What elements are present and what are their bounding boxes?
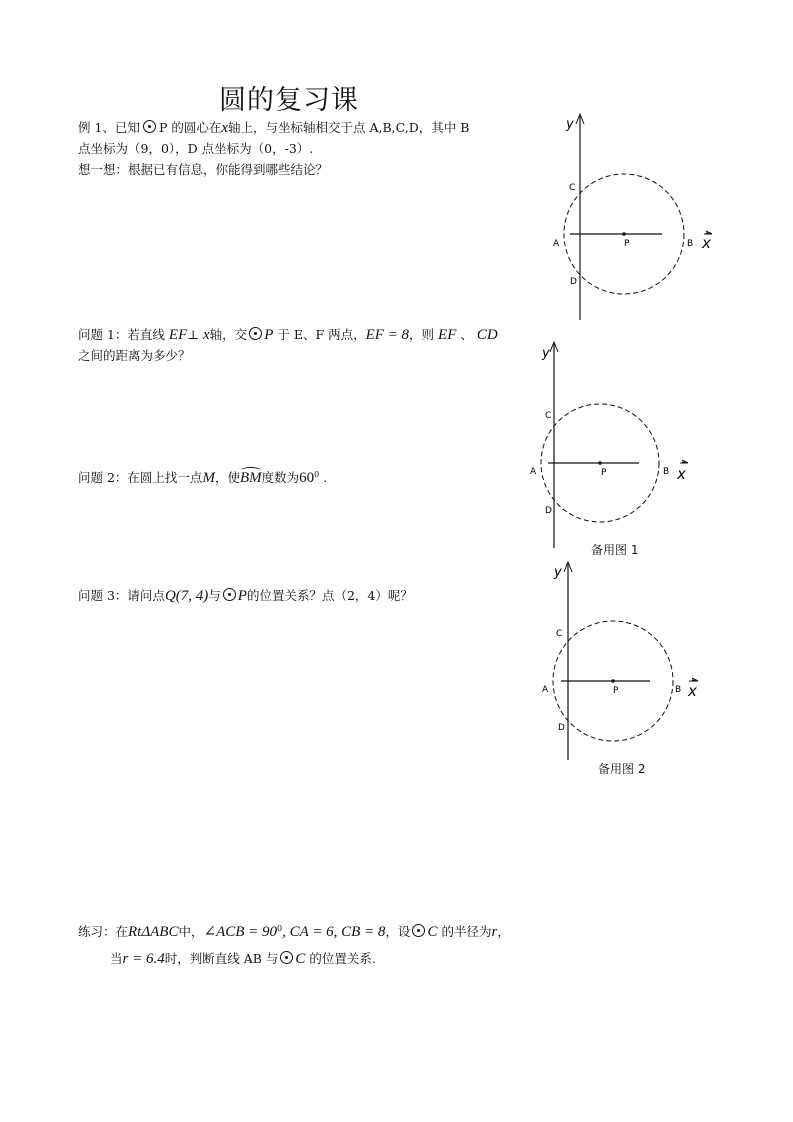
q1-x: x bbox=[203, 327, 210, 343]
center-dot bbox=[611, 679, 615, 683]
x-axis-arrow-icon bbox=[682, 460, 688, 463]
label-x: x bbox=[677, 465, 686, 483]
example-1-line-2: 点坐标为（9，0），D 点坐标为（0，-3）. bbox=[78, 141, 314, 156]
practice-text-d: 的半径为 bbox=[441, 924, 492, 940]
q1-text-d: ，则 bbox=[409, 327, 435, 342]
label-y: y bbox=[554, 565, 562, 580]
page-title: 圆的复习课 bbox=[219, 85, 359, 116]
figure-main bbox=[548, 112, 718, 326]
label-p: P bbox=[624, 239, 630, 249]
label-b: B bbox=[663, 467, 670, 477]
label-d: D bbox=[545, 506, 552, 516]
center-dot bbox=[622, 232, 626, 236]
practice-text-c: ，设 bbox=[385, 924, 411, 940]
example-1-line-3: 想一想：根据已有信息，你能得到哪些结论？ bbox=[78, 162, 329, 177]
practice-c2: C bbox=[295, 951, 306, 967]
q2-m: M bbox=[202, 470, 215, 487]
example-1-var-x: x bbox=[221, 120, 228, 136]
q1-cd: CD bbox=[476, 327, 498, 343]
label-y: y bbox=[566, 117, 574, 132]
question-2 bbox=[78, 467, 327, 486]
label-c: C bbox=[556, 629, 563, 639]
q1-ef: EF bbox=[168, 327, 188, 343]
practice-r-eq: r = 6.4 bbox=[122, 951, 165, 967]
x-axis-arrow-icon bbox=[692, 678, 698, 681]
practice-text-line2c: 的位置关系. bbox=[309, 951, 376, 966]
q1-ef2: EF bbox=[438, 327, 457, 343]
caption-spare-2: 备用图 2 bbox=[598, 762, 646, 776]
label-d: D bbox=[570, 277, 577, 287]
question-1-line-1 bbox=[78, 327, 498, 343]
practice-line-2 bbox=[110, 951, 376, 967]
circle-dot-icon bbox=[143, 120, 156, 133]
figure-spare-2 bbox=[536, 560, 706, 764]
practice-c: C bbox=[427, 924, 438, 941]
q1-perp: ⊥ bbox=[187, 327, 200, 342]
figure-spare-1 bbox=[522, 340, 692, 554]
q3-text-a: 问题 3：请问点 bbox=[78, 588, 165, 603]
label-p: P bbox=[613, 686, 619, 696]
circle-dot-icon bbox=[412, 924, 425, 937]
example-1-text-b: 轴上，与坐标轴相交于点 A,B,C,D，其中 B bbox=[228, 120, 470, 135]
circle-dot-icon bbox=[280, 951, 293, 964]
practice-text-a: 练习：在 bbox=[78, 924, 129, 940]
q2-degree: 60 bbox=[299, 470, 315, 487]
label-x: x bbox=[702, 234, 711, 252]
q1-text-c: 于 E、F 两点， bbox=[277, 327, 366, 342]
q1-text-a: 问题 1：若直线 bbox=[78, 327, 165, 342]
q2-text-c: 度数为 bbox=[261, 470, 300, 486]
question-1-line-2: 之间的距离为多少？ bbox=[78, 348, 191, 363]
label-x: x bbox=[688, 682, 697, 700]
practice-text-e: ， bbox=[497, 924, 510, 940]
q3-p: P bbox=[237, 588, 247, 604]
question-3 bbox=[78, 588, 413, 604]
q3-text-c: 的位置关系？点（2，4）呢？ bbox=[246, 588, 413, 603]
practice-text-line2b: 时，判断直线 AB 与 bbox=[164, 951, 279, 966]
practice-rt: RtΔABC bbox=[128, 924, 179, 941]
q1-p: P bbox=[264, 327, 274, 343]
q2-text-a: 问题 2：在圆上找一点 bbox=[78, 470, 203, 486]
circle-dot-icon bbox=[223, 588, 236, 601]
label-a: A bbox=[542, 685, 549, 695]
q3-text-b: 与 bbox=[208, 588, 221, 603]
practice-angle: ∠ACB = 90 bbox=[203, 924, 278, 941]
q1-sep: 、 bbox=[460, 327, 473, 342]
label-p: P bbox=[601, 468, 607, 478]
label-y: y bbox=[542, 346, 550, 361]
practice-text-when: 当 bbox=[110, 951, 123, 966]
label-c: C bbox=[569, 183, 576, 193]
q2-arc-bm: BM bbox=[239, 470, 262, 487]
practice-angle-sup: 0 bbox=[277, 924, 283, 933]
practice-r: r bbox=[491, 924, 498, 941]
caption-spare-1: 备用图 1 bbox=[591, 543, 639, 557]
q2-text-b: ，使 bbox=[214, 470, 240, 486]
circle-dot-icon bbox=[249, 327, 262, 340]
q1-text-b: 轴，交 bbox=[209, 327, 248, 342]
center-dot bbox=[598, 461, 602, 465]
practice-text-b: 中， bbox=[178, 924, 204, 940]
label-d: D bbox=[558, 723, 565, 733]
label-a: A bbox=[553, 239, 560, 249]
label-b: B bbox=[675, 685, 682, 695]
label-c: C bbox=[545, 411, 552, 421]
q2-degree-sup: 0 bbox=[314, 470, 320, 479]
label-b: B bbox=[687, 239, 694, 249]
example-1-line-1 bbox=[78, 120, 469, 136]
label-a: A bbox=[530, 467, 537, 477]
q3-point-q: Q(7, 4) bbox=[164, 588, 209, 604]
practice-lengths: , CA = 6, CB = 8 bbox=[282, 924, 386, 941]
q1-eq: EF = 8 bbox=[365, 327, 410, 343]
example-1-text-p: P 的圆心在 bbox=[158, 120, 222, 135]
practice-line-1 bbox=[78, 921, 510, 940]
example-1-text-a: 例 1、已知 bbox=[78, 120, 140, 135]
q2-end: . bbox=[323, 470, 328, 486]
